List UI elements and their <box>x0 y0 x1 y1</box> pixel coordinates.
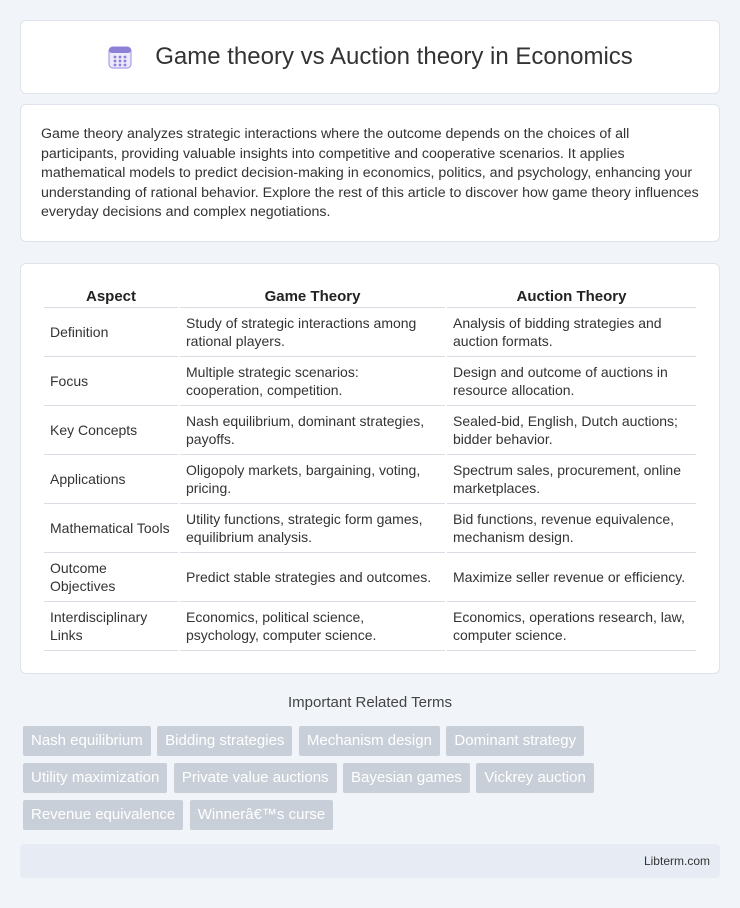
table-cell: Economics, operations research, law, computer science. <box>447 602 696 651</box>
comparison-table <box>42 284 698 651</box>
table-row <box>44 455 696 504</box>
tag-bayesian-games[interactable]: Bayesian games <box>343 763 470 793</box>
tag-winners-curse[interactable]: Winnerâ€™s curse <box>190 800 334 830</box>
table-cell: Study of strategic interactions among rational players. <box>180 308 445 357</box>
intro-text: Game theory analyzes strategic interactions where the outcome depends on the choices of all participants, providing valuable insights into competitive and cooperative scenarios. It applies mathematical models to predict decision-making in economics, politics, and psychology, enhancing your understanding of rational behavior. Explore the rest of this article to discover how game theory influences everyday decisions and complex negotiations. <box>41 126 699 221</box>
table-cell: Key Concepts <box>44 406 178 455</box>
table-row <box>44 553 696 602</box>
header-auction-theory: Auction Theory <box>447 284 696 308</box>
header-card <box>20 20 720 94</box>
table-row <box>44 602 696 651</box>
table-cell: Definition <box>44 308 178 357</box>
tag-mechanism-design[interactable]: Mechanism design <box>299 726 440 756</box>
table-cell: Spectrum sales, procurement, online marketplaces. <box>447 455 696 504</box>
header-aspect: Aspect <box>44 284 178 308</box>
table-row <box>44 357 696 406</box>
table-cell: Nash equilibrium, dominant strategies, payoffs. <box>180 406 445 455</box>
table-cell: Focus <box>44 357 178 406</box>
tag-utility-maximization[interactable]: Utility maximization <box>23 763 167 793</box>
table-cell: Maximize seller revenue or efficiency. <box>447 553 696 602</box>
footer-brand[interactable]: Libterm.com <box>643 854 710 868</box>
table-cell: Interdisciplinary Links <box>44 602 178 651</box>
table-cell: Mathematical Tools <box>44 504 178 553</box>
page-title: Game theory vs Auction theory in Economics <box>155 43 633 70</box>
tag-private-value-auctions[interactable]: Private value auctions <box>174 763 337 793</box>
table-cell: Outcome Objectives <box>44 553 178 602</box>
table-cell: Applications <box>44 455 178 504</box>
related-terms-tags <box>23 726 723 837</box>
table-header-row <box>44 284 696 308</box>
tag-revenue-equivalence[interactable]: Revenue equivalence <box>23 800 183 830</box>
table-row <box>44 406 696 455</box>
tag-bidding-strategies[interactable]: Bidding strategies <box>157 726 292 756</box>
table-cell: Predict stable strategies and outcomes. <box>180 553 445 602</box>
table-cell: Multiple strategic scenarios: cooperation, competition. <box>180 357 445 406</box>
table-cell: Utility functions, strategic form games, equilibrium analysis. <box>180 504 445 553</box>
tag-dominant-strategy[interactable]: Dominant strategy <box>446 726 584 756</box>
table-row <box>44 504 696 553</box>
tag-nash-equilibrium[interactable]: Nash equilibrium <box>23 726 151 756</box>
footer <box>20 844 720 878</box>
table-cell: Bid functions, revenue equivalence, mechanism design. <box>447 504 696 553</box>
table-cell: Economics, political science, psychology, computer science. <box>180 602 445 651</box>
calendar-grid-icon <box>107 44 133 70</box>
table-cell: Design and outcome of auctions in resource allocation. <box>447 357 696 406</box>
tag-vickrey-auction[interactable]: Vickrey auction <box>476 763 593 793</box>
intro-card <box>20 104 720 242</box>
table-cell: Oligopoly markets, bargaining, voting, pricing. <box>180 455 445 504</box>
header-game-theory: Game Theory <box>180 284 445 308</box>
table-cell: Analysis of bidding strategies and auction formats. <box>447 308 696 357</box>
related-terms-title: Important Related Terms <box>288 694 452 711</box>
table-cell: Sealed-bid, English, Dutch auctions; bidder behavior. <box>447 406 696 455</box>
comparison-table-card <box>20 263 720 674</box>
table-row <box>44 308 696 357</box>
